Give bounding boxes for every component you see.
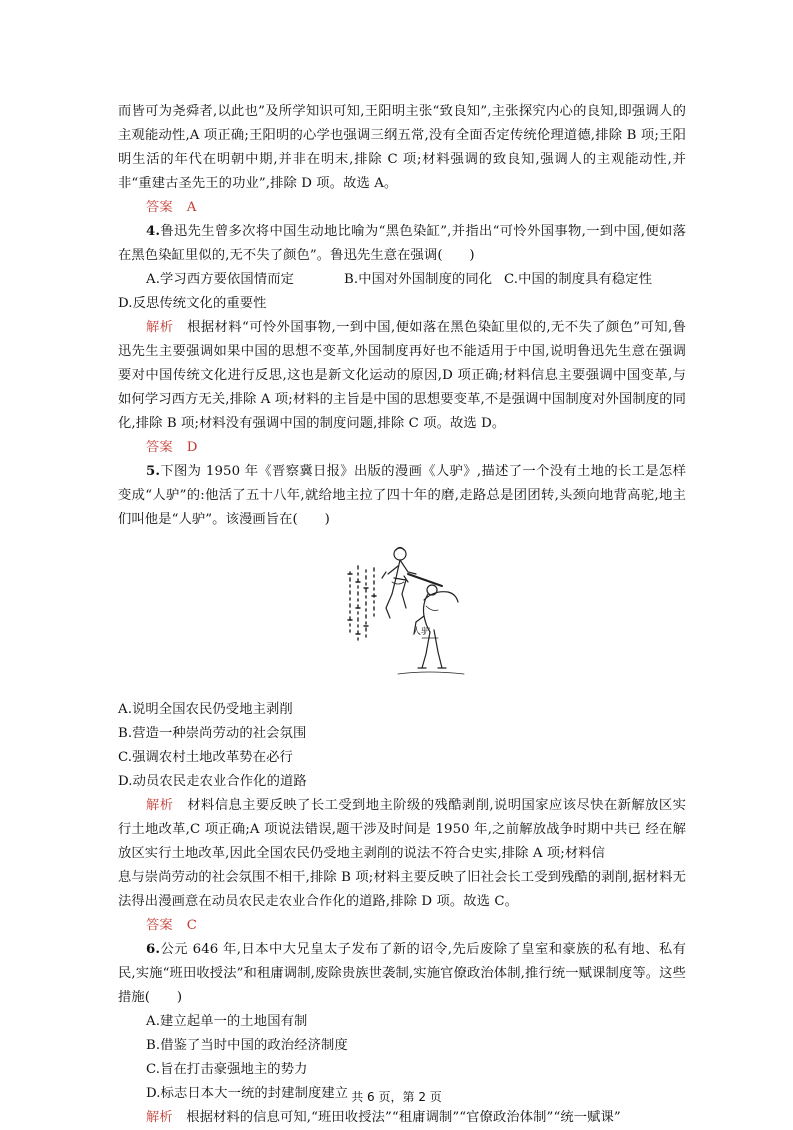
q4-option-c: C.中国的制度具有稳定性 (504, 272, 653, 287)
cartoon-container (118, 538, 686, 688)
q4-option-a: A.学习西方要依国情而定 (146, 272, 294, 287)
q5-analysis (118, 794, 686, 866)
q6-option-a: A.建立起单一的土地国有制 (146, 1014, 308, 1029)
q4-analysis-label: 解析 (146, 320, 174, 335)
q3-answer (146, 196, 686, 220)
q4-options-row (146, 268, 686, 292)
q5-answer-value: C (186, 918, 198, 933)
page-content (118, 100, 686, 1130)
q5-analysis-text-1: 材料信息主要反映了长工受到地主阶级的残酷剥削,说明国家应该尽快在新解放区实行土地改革,C 项正确;A 项说法错误,题干涉及时间是 1950 年,之前解放战争时期中共已 经在解放区实行土地改革,因此全国农民仍受地主剥削的说法不符合史实,排除 A 项;材料信 (118, 798, 687, 861)
q6-option-c: C.旨在打击豪强地主的势力 (146, 1062, 308, 1077)
q4-stem-text: 鲁迅先生曾多次将中国生动地比喻为“黑色染缸”,并指出“可怜外国事物,一到中国,便如落在黑色染缸里似的,无不失了颜色”。鲁迅先生意在强调( ) (118, 224, 686, 263)
q4-option-b: B.中国对外国制度的同化 (344, 272, 493, 287)
q6-option-d: D.标志日本大一统的封建制度建立 (146, 1086, 349, 1101)
cartoon-image (342, 538, 470, 684)
q5-option-a: A.说明全国农民仍受地主剥削 (118, 702, 293, 717)
q4-analysis-text: 根据材料“可怜外国事物,一到中国,便如落在黑色染缸里似的,无不失了颜色”可知,鲁迅先生主要强调如果中国的思想不变革,外国制度再好也不能适用于中国,说明鲁迅先生意在强调要对中国传统文化进行反思,这也是新文化运动的原因,D 项正确;材料信息主要强调中国变革,与如何学习西方无关,排除 A 项;材料的主旨是中国的思想要变革,不是强调中国制度对外国制度的同化,排除 B 项;材料没有强调中国的制度问题,排除 C 项。故选 D。 (118, 320, 686, 431)
q6-number: 6. (146, 942, 161, 957)
q6-analysis-label: 解析 (146, 1110, 173, 1125)
q3-analysis-continued: 而皆可为尧舜者,以此也”及所学知识可知,王阳明主张“致良知”,主张探究内心的良知,即强调人的主观能动性,A 项正确;王阳明的心学也强调三纲五常,没有全面否定传统伦理道德,排除 B 项;王阳明生活的年代在明朝中期,并非在明末,排除 C 项;材料强调的致良知,强调人的主观能动性,并非“重建古圣先王的功业”,排除 D 项。故选 A。 (118, 104, 686, 191)
q5-analysis-text-2: 息与崇尚劳动的社会氛围不相干,排除 B 项;材料主要反映了旧社会长工受到残酷的剥削,据材料无法得出漫画意在动员农民走农业合作化的道路,排除 D 项。故选 C。 (118, 870, 686, 909)
q4-option-d: D.反思传统文化的重要性 (118, 296, 267, 311)
q6-analysis-text: 根据材料的信息可知,“班田收授法”“租庸调制”“官僚政治体制”“统一赋课” (186, 1110, 621, 1125)
q4-stem (118, 220, 686, 268)
q6-stem-text: 公元 646 年,日本中大兄皇太子发布了新的诏令,先后废除了皇室和豪族的私有地、私有民,实施“班田收授法”和租庸调制,废除贵族世袭制,实施官僚政治体制,推行统一赋课制度等。这些措施( ) (118, 942, 686, 1005)
q5-analysis-label: 解析 (146, 798, 174, 813)
q4-answer-label: 答案 (146, 440, 173, 455)
q5-stem-text: 下图为 1950 年《晋察冀日报》出版的漫画《人驴》,描述了一个没有土地的长工是怎样变成“人驴”的:他活了五十八年,就给地主拉了四十年的磨,走路总是团团转,头颈向地背高驼,地主们叫他是“人驴”。该漫画旨在( ) (118, 464, 686, 527)
q4-analysis (118, 316, 686, 436)
cartoon-calligraphy (348, 566, 376, 640)
q5-option-d: D.动员农民走农业合作化的道路 (118, 774, 307, 789)
q5-stem (118, 460, 686, 532)
q4-answer (146, 436, 686, 460)
q3-answer-label: 答案 (146, 200, 173, 215)
q4-number: 4. (146, 224, 161, 239)
q5-option-c: C.强调农村土地改革势在必行 (118, 750, 293, 765)
q3-answer-value: A (186, 200, 197, 215)
cartoon-title: 人驴 (412, 627, 431, 637)
q6-analysis (118, 1106, 686, 1130)
q5-answer (146, 914, 686, 938)
q5-number: 5. (146, 464, 161, 479)
cartoon-landlord (382, 548, 416, 619)
q5-option-b: B.营造一种崇尚劳动的社会氛围 (118, 726, 307, 741)
q4-answer-value: D (186, 440, 198, 455)
q6-option-b: B.借鉴了当时中国的政治经济制度 (146, 1038, 348, 1053)
q6-stem (118, 938, 686, 1010)
q5-answer-label: 答案 (146, 918, 173, 933)
page-footer: 共 6 页，第 2 页 (351, 1090, 442, 1104)
